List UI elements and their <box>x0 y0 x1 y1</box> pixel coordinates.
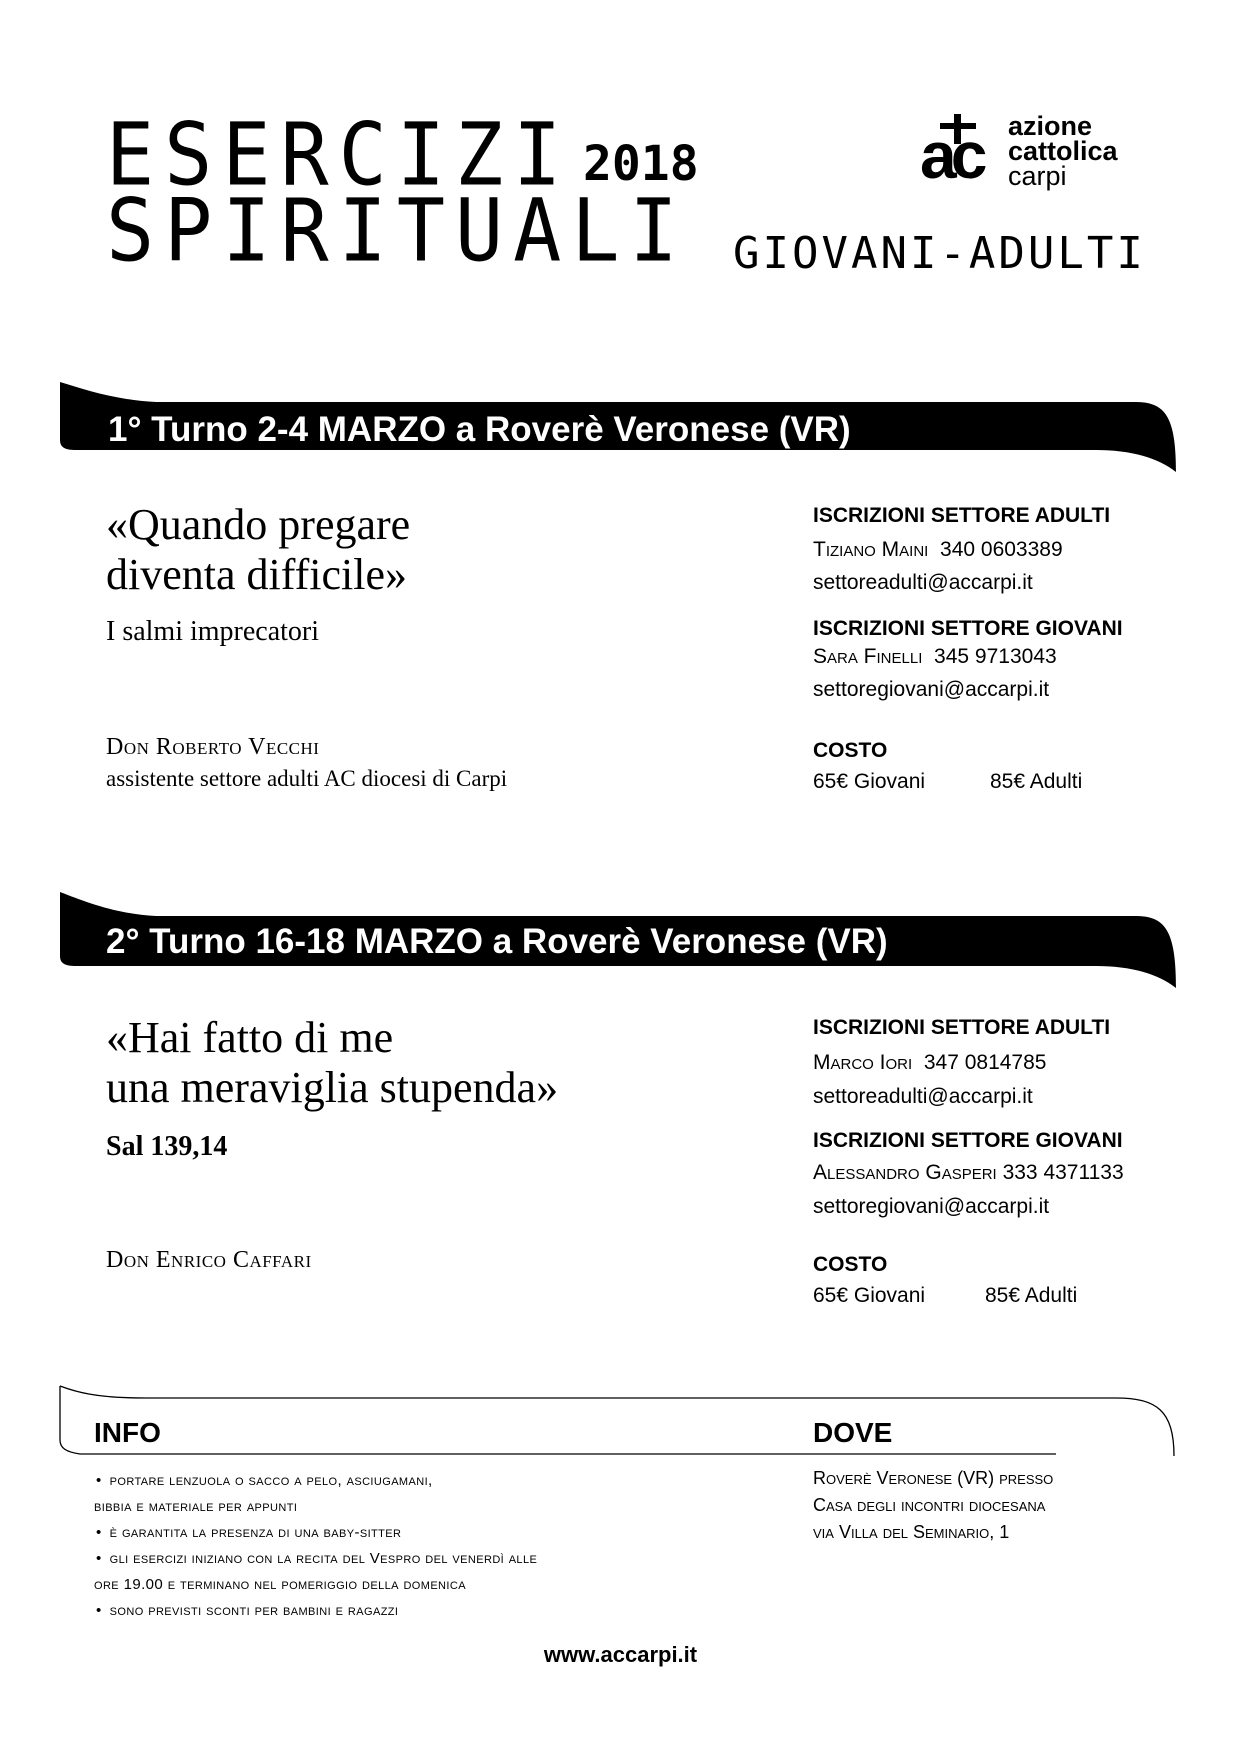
turno2-quote-line2: una meraviglia stupenda» <box>106 1063 559 1112</box>
dove-line: via Villa del Seminario, 1 <box>813 1522 1010 1542</box>
turno1-costo-adulti: 85€ Adulti <box>990 770 1083 793</box>
turno2-speaker: Don Enrico Caffari <box>106 1247 312 1273</box>
title-line2: SPIRITUALI <box>106 180 688 281</box>
turno1-costo-heading: COSTO <box>813 739 888 762</box>
turno2-adulti-contact <box>813 1051 1046 1075</box>
turno2-costo-heading: COSTO <box>813 1253 888 1276</box>
turno1-quote-line2: diventa difficile» <box>106 550 407 599</box>
turno1-giovani-name: Sara Finelli <box>813 645 923 668</box>
info-item: • portare lenzuola o sacco a pelo, asciugamani, <box>96 1472 433 1489</box>
turno1-giovani-heading: ISCRIZIONI SETTORE GIOVANI <box>813 617 1123 640</box>
turno2-giovani-contact <box>813 1161 1124 1185</box>
info-item: • è garantita la presenza di una baby-sitter <box>96 1524 402 1541</box>
turno1-quote-line1: «Quando pregare <box>106 500 411 549</box>
turno2-quote <box>106 1013 558 1113</box>
turno1-adulti-contact <box>813 538 1063 562</box>
dove-line: Roverè Veronese (VR) presso <box>813 1468 1054 1488</box>
turno2-giovani-email[interactable]: settoregiovani@accarpi.it <box>813 1195 1050 1218</box>
bullet-icon: • <box>96 1524 102 1541</box>
dove-list <box>813 1468 1053 1549</box>
info-item-continuation: ore 19.00 e terminano nel pomeriggio della domenica <box>94 1576 466 1593</box>
turno1-giovani-contact <box>813 645 1057 669</box>
logo-line1: azione <box>1008 111 1093 141</box>
ac-logo <box>918 112 1128 192</box>
turno1-giovani-phone: 345 9713043 <box>934 645 1057 668</box>
logo-line3: carpi <box>1008 161 1067 191</box>
turno1-giovani-email[interactable]: settoregiovani@accarpi.it <box>813 678 1050 701</box>
turno2-giovani-name: Alessandro Gasperi <box>813 1161 997 1184</box>
turno1-adulti-phone: 340 0603389 <box>940 538 1063 561</box>
turno1-subtitle: I salmi imprecatori <box>106 616 320 647</box>
bullet-icon: • <box>96 1550 102 1567</box>
turno1-speaker-role: assistente settore adulti AC diocesi di Carpi <box>106 766 508 791</box>
website-link[interactable]: www.accarpi.it <box>543 1642 698 1667</box>
turno1-costo-giovani: 65€ Giovani <box>813 770 926 793</box>
turno2-quote-line1: «Hai fatto di me <box>106 1013 394 1062</box>
turno1-adulti-heading: ISCRIZIONI SETTORE ADULTI <box>813 504 1111 527</box>
bullet-icon: • <box>96 1602 102 1619</box>
info-box-frame <box>56 1384 1180 1458</box>
turno2-adulti-heading: ISCRIZIONI SETTORE ADULTI <box>813 1016 1111 1039</box>
turno2-costo-adulti: 85€ Adulti <box>985 1284 1078 1307</box>
dove-heading: DOVE <box>813 1417 893 1448</box>
title-line1: ESERCIZI <box>106 104 572 205</box>
dove-line: Casa degli incontri diocesana <box>813 1495 1046 1515</box>
turno2-costo-giovani: 65€ Giovani <box>813 1284 926 1307</box>
turno2-banner-text: 2° Turno 16-18 MARZO a Roverè Veronese (VR) <box>106 922 888 961</box>
logo-text <box>1008 111 1118 191</box>
info-item: • gli esercizi iniziano con la recita del Vespro del venerdì alle <box>96 1550 538 1567</box>
turno2-subtitle: Sal 139,14 <box>106 1131 228 1162</box>
info-item: • sono previsti sconti per bambini e ragazzi <box>96 1602 399 1619</box>
turno1-adulti-email[interactable]: settoreadulti@accarpi.it <box>813 571 1033 594</box>
turno2-giovani-heading: ISCRIZIONI SETTORE GIOVANI <box>813 1129 1123 1152</box>
turno2-giovani-phone: 333 4371133 <box>1002 1161 1124 1184</box>
turno2-adulti-phone: 347 0814785 <box>923 1051 1047 1074</box>
logo-line2: cattolica <box>1008 136 1118 166</box>
title-audience: GIOVANI-ADULTI <box>733 228 1146 279</box>
turno1-quote <box>106 500 410 600</box>
title-year: 2018 <box>583 136 699 192</box>
turno2-adulti-name: Marco Iori <box>813 1051 913 1074</box>
bullet-icon: • <box>96 1472 102 1489</box>
turno1-speaker: Don Roberto Vecchi <box>106 734 320 760</box>
turno1-banner-text: 1° Turno 2-4 MARZO a Roverè Veronese (VR) <box>108 410 851 449</box>
info-list <box>94 1472 537 1628</box>
info-heading: INFO <box>94 1417 161 1448</box>
turno2-adulti-email[interactable]: settoreadulti@accarpi.it <box>813 1085 1033 1108</box>
ac-logo-mark: ac <box>920 118 982 192</box>
turno1-adulti-name: Tiziano Maini <box>813 538 929 561</box>
info-item-continuation: bibbia e materiale per appunti <box>94 1498 298 1515</box>
